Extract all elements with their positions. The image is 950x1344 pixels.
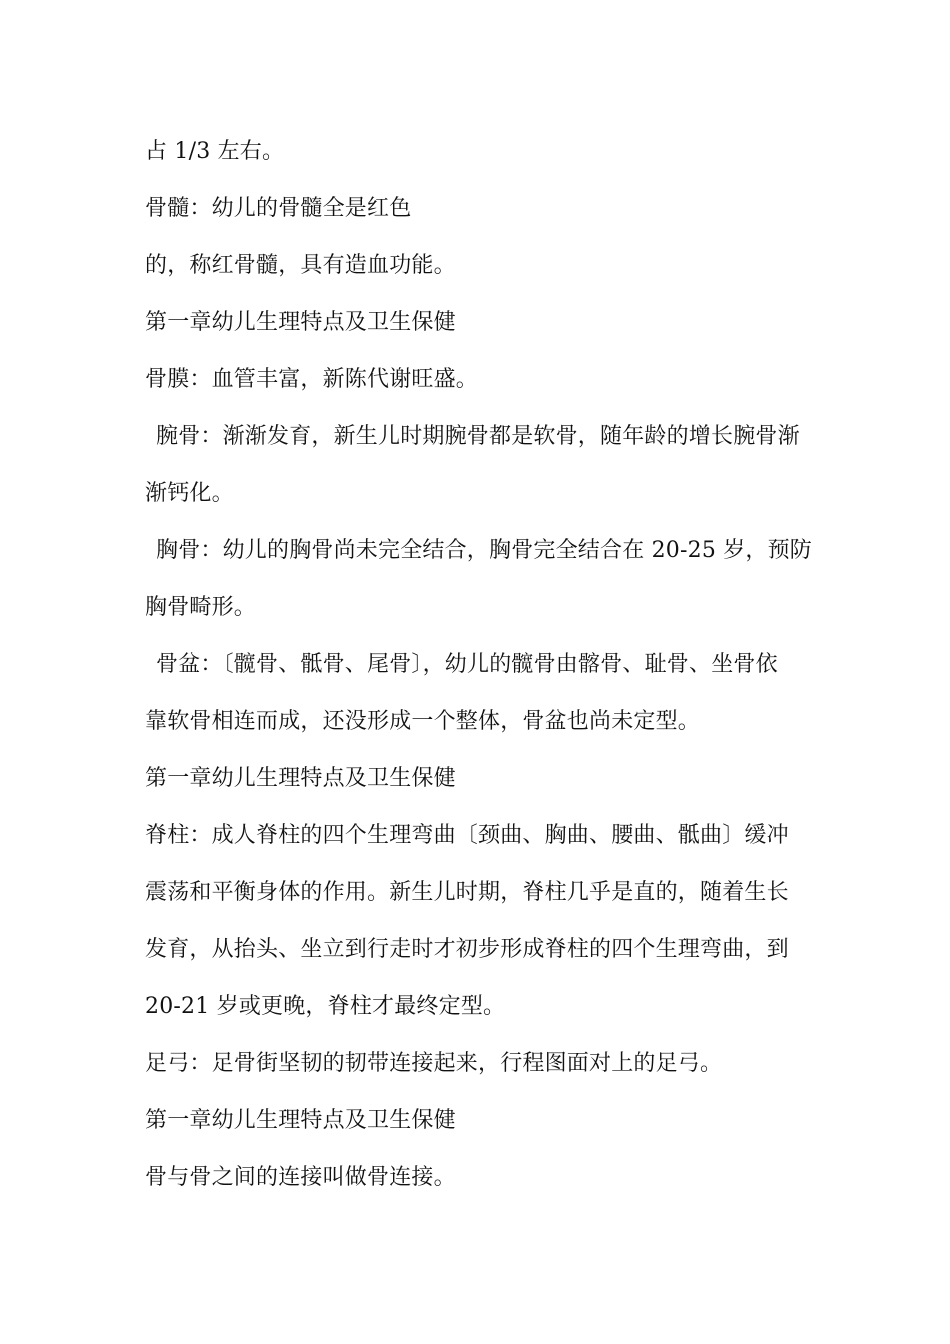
- text-line: 足弓：足骨街坚韧的韧带连接起来，行程图面对上的足弓。: [145, 1051, 723, 1076]
- chapter-heading: 第一章幼儿生理特点及卫生保健: [145, 766, 456, 791]
- text-line: 发育，从抬头、坐立到行走时才初步形成脊柱的四个生理弯曲，到: [145, 937, 789, 962]
- text-line: 骨膜：血管丰富，新陈代谢旺盛。: [145, 367, 479, 392]
- text-line: 骨髓：幼儿的骨髓全是红色: [145, 196, 412, 221]
- text-line: 渐钙化。: [145, 481, 234, 506]
- text-line: 胸骨：幼儿的胸骨尚未完全结合，胸骨完全结合在 20-25 岁，预防: [156, 538, 813, 563]
- text-line: 靠软骨相连而成，还没形成一个整体，骨盆也尚未定型。: [145, 709, 701, 734]
- text-line: 占 1/3 左右。: [145, 139, 285, 164]
- text-line: 骨与骨之间的连接叫做骨连接。: [145, 1165, 456, 1190]
- text-line: 胸骨畸形。: [145, 595, 257, 620]
- text-line: 震荡和平衡身体的作用。新生儿时期，脊柱几乎是直的，随着生长: [145, 880, 789, 905]
- chapter-heading: 第一章幼儿生理特点及卫生保健: [145, 310, 456, 335]
- chapter-heading: 第一章幼儿生理特点及卫生保健: [145, 1108, 456, 1133]
- text-line: 的，称红骨髓，具有造血功能。: [145, 253, 456, 278]
- text-line: 20-21 岁或更晚，脊柱才最终定型。: [145, 994, 506, 1019]
- text-line: 脊柱：成人脊柱的四个生理弯曲〔颈曲、胸曲、腰曲、骶曲〕缓冲: [145, 823, 789, 848]
- text-line: 腕骨：渐渐发育，新生儿时期腕骨都是软骨，随年龄的增长腕骨渐: [156, 424, 800, 449]
- text-line: 骨盆：〔髋骨、骶骨、尾骨〕，幼儿的髋骨由髂骨、耻骨、坐骨依: [156, 652, 778, 677]
